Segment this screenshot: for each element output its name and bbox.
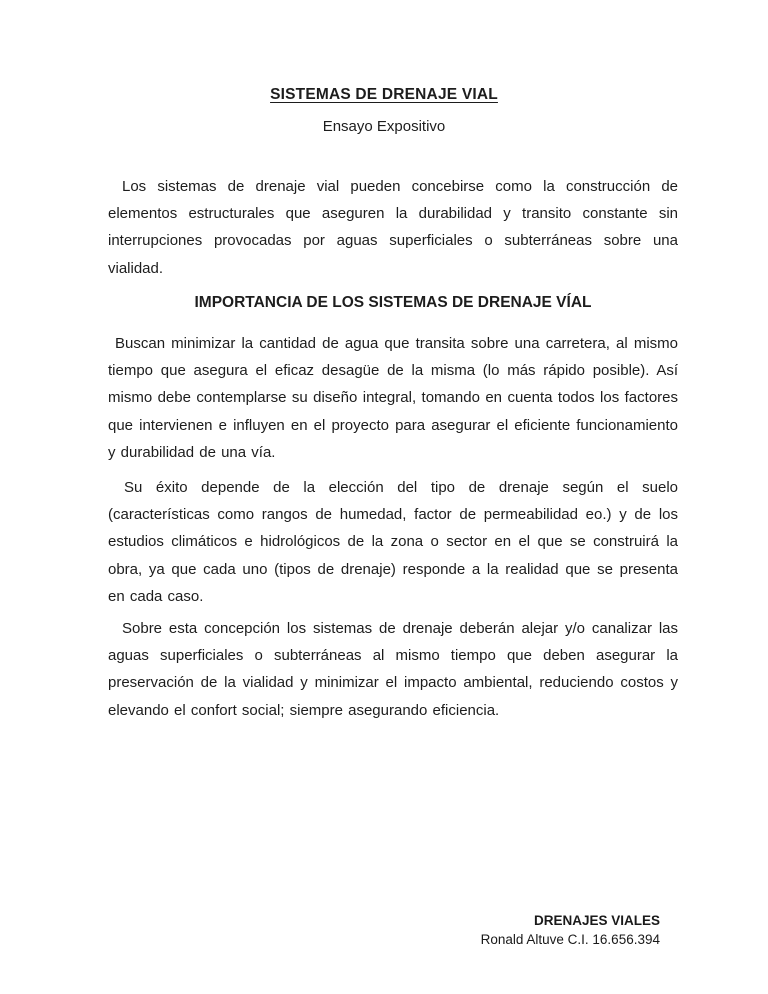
section-paragraph-3: Sobre esta concepción los sistemas de drenaje deberán alejar y/o canalizar las aguas superficiales o subterráneas al mismo tiempo que deben asegurar la preservación de la vialidad y minimizar el impacto ambiental, reduciendo costos y elevando el confort social; siempre asegurando eficiencia. bbox=[108, 620, 678, 719]
page-footer bbox=[481, 911, 660, 949]
footer-document-title: DRENAJES VIALES bbox=[533, 913, 660, 928]
footer-author-id: Ronald Altuve C.I. 16.656.394 bbox=[480, 932, 660, 947]
intro-paragraph: Los sistemas de drenaje vial pueden concebirse como la construcción de elementos estructurales que aseguren la durabilidad y transito constante sin interrupciones provocadas por aguas superficiales o subterráneas sobre una vialidad. bbox=[108, 178, 678, 277]
section-heading: IMPORTANCIA DE LOS SISTEMAS DE DRENAJE VÍAL bbox=[194, 294, 592, 311]
section-paragraph-1: Buscan minimizar la cantidad de agua que transita sobre una carretera, al mismo tiempo que asegura el eficaz desagüe de la misma (lo más rápido posible). Así mismo debe contemplarse su diseño integral, tomando en cuenta todos los factores que intervienen e influyen en el proyecto para asegurar el eficiente funcionamiento y durabilidad de una vía. bbox=[108, 335, 678, 461]
document-subtitle: Ensayo Expositivo bbox=[322, 118, 446, 135]
document-title: SISTEMAS DE DRENAJE VIAL bbox=[270, 86, 498, 103]
section-paragraph-2: Su éxito depende de la elección del tipo de drenaje según el suelo (características como rangos de humedad, factor de permeabilidad eo.) y de los estudios climáticos e hidrológicos de la zona o sector en el que se construirá la obra, ya que cada uno (tipos de drenaje) responde a la realidad que se presenta en cada caso. bbox=[108, 479, 678, 605]
